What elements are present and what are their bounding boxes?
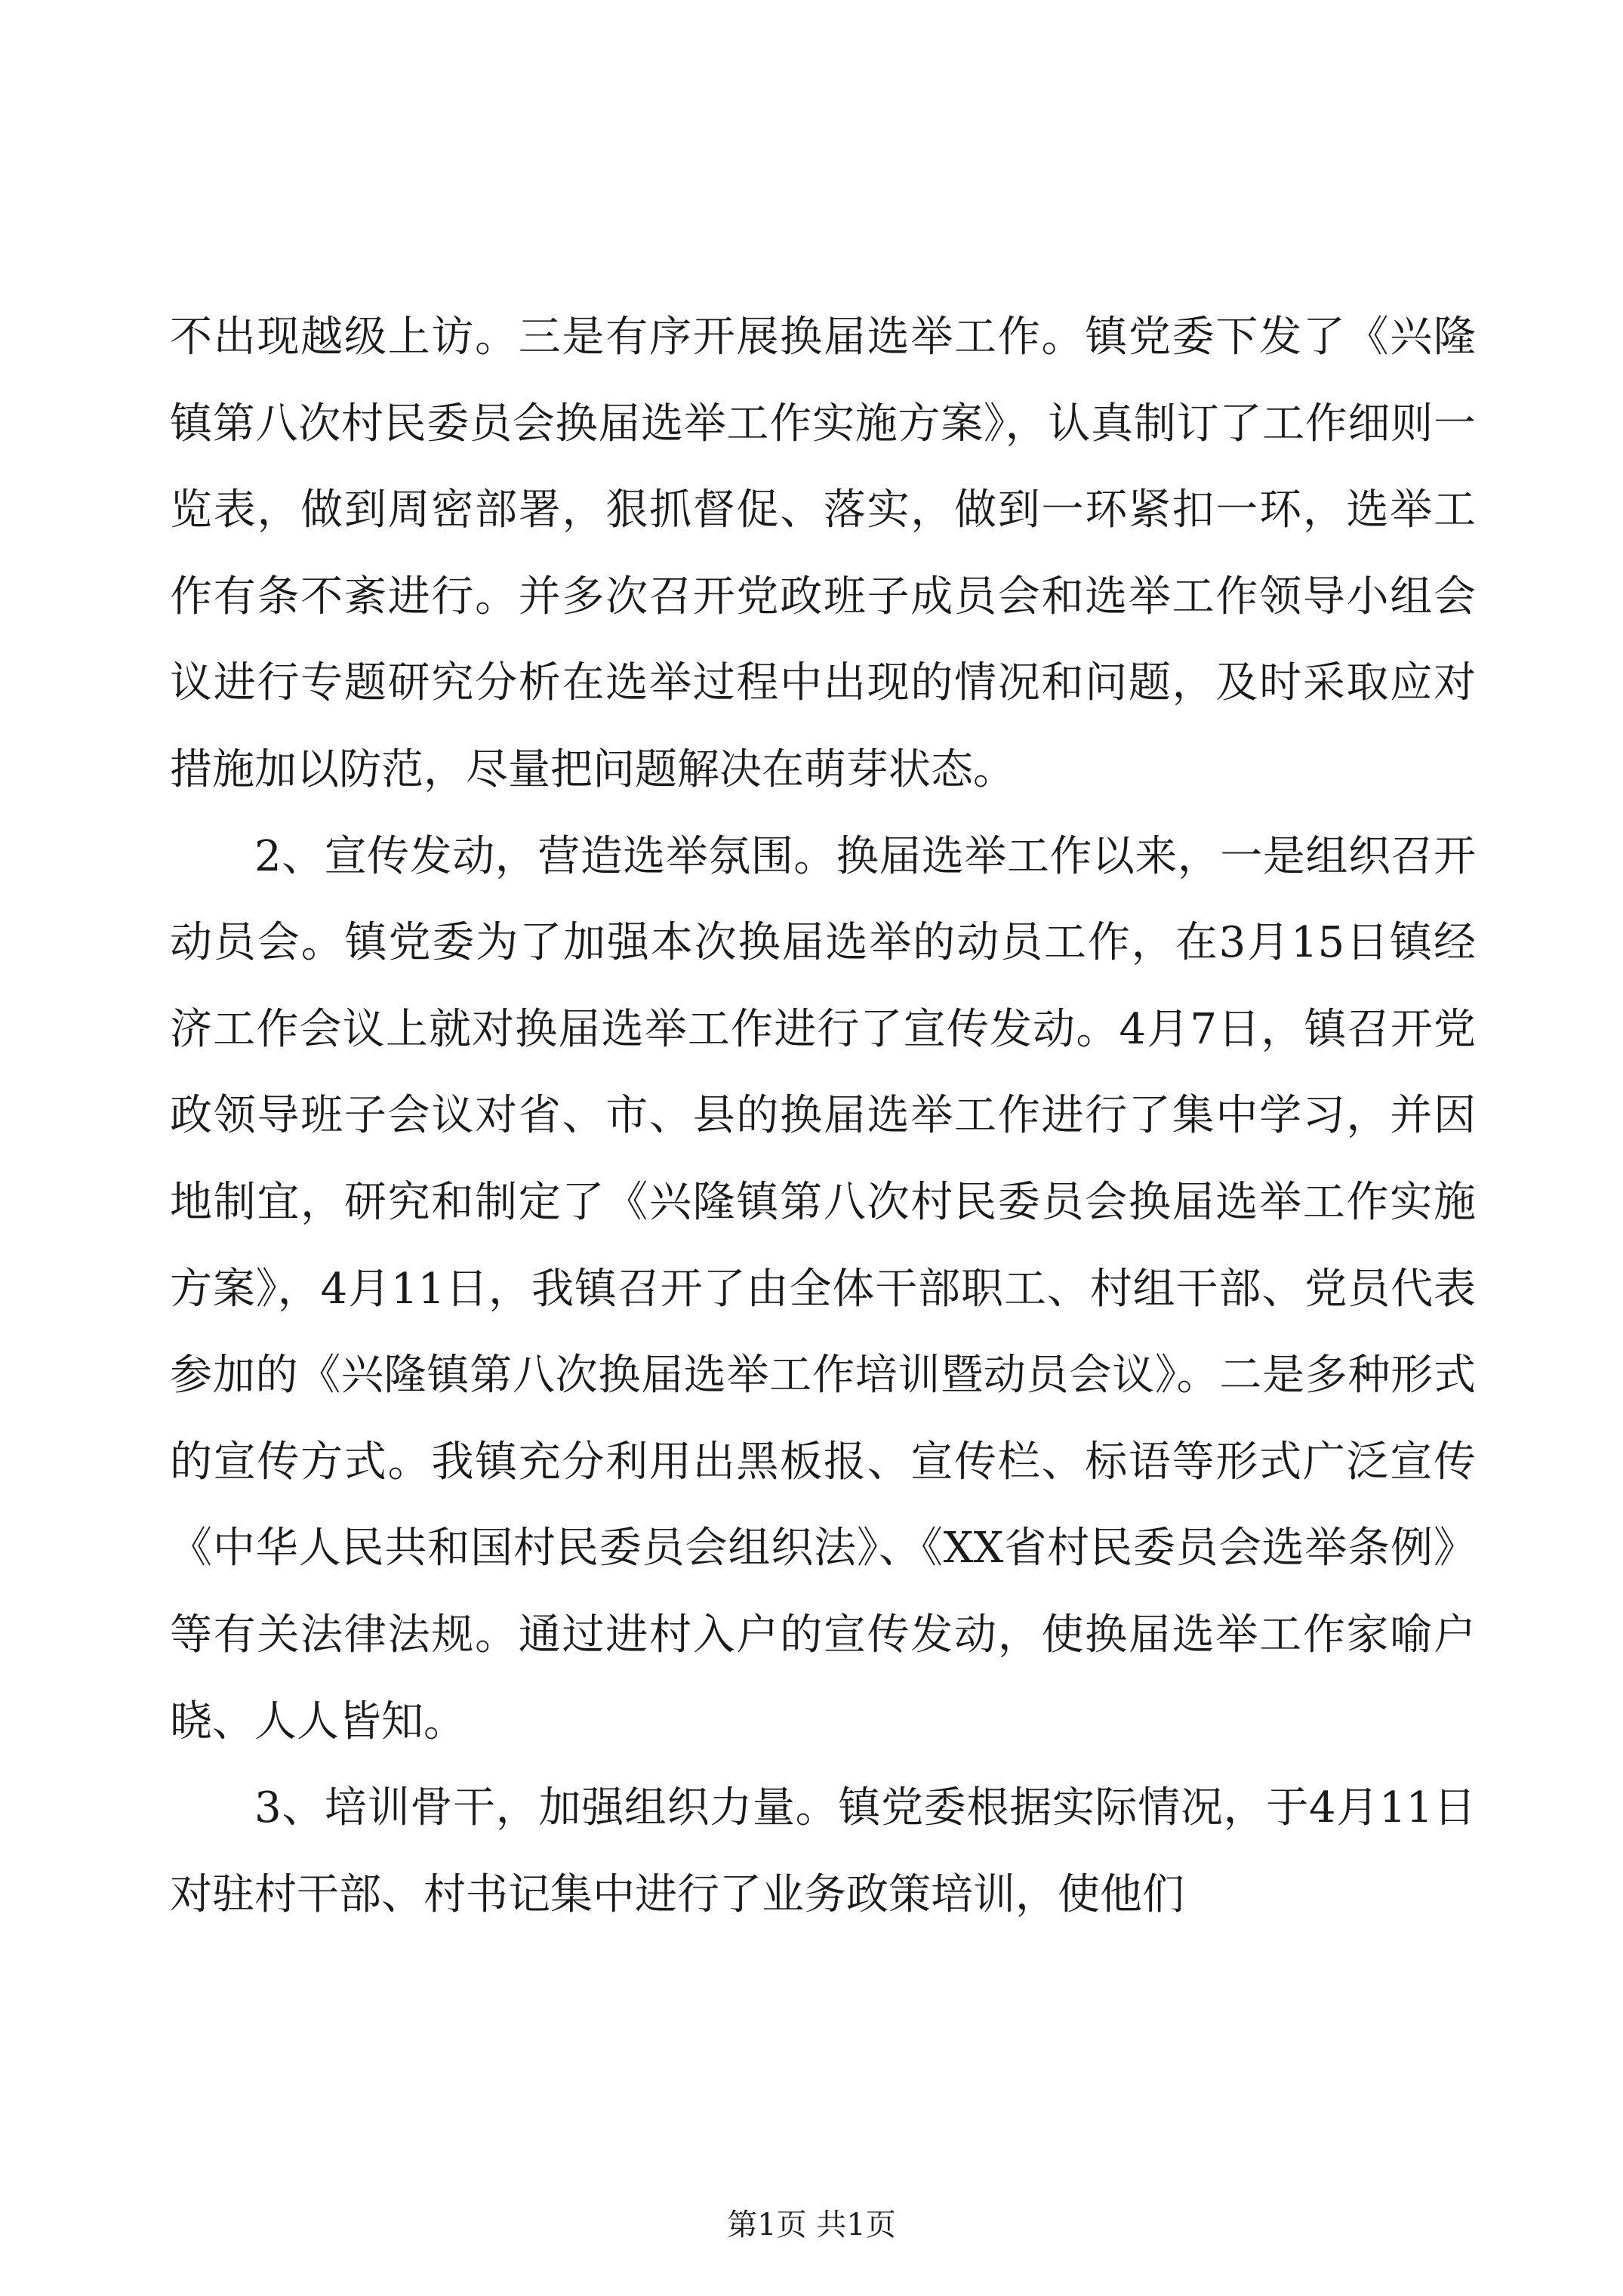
page-footer: 第1页 共1页 xyxy=(727,2208,896,2242)
paragraph-publicity: 2、宣传发动，营造选举氛围。换届选举工作以来，一是组织召开动员会。镇党委为了加强本次换届选举的动员工作，在3月15日镇经济工作会议上就对换届选举工作进行了宣传发动。4月7日，镇召开党政领导班子会议对省、市、县的换届选举工作进行了集中学习，并因地制宜，研究和制定了《兴隆镇第八次村民委员会换届选举工作实施方案》，4月11日，我镇召开了由全体干部职工、村组干部、党员代表参加的《兴隆镇第八次换届选举工作培训暨动员会议》。二是多种形式的宣传方式。我镇充分利用出黑板报、宣传栏、标语等形式广泛宣传《中华人民共和国村民委员会组织法》、《XX省村民委员会选举条例》等有关法律法规。通过进村入户的宣传发动，使换届选举工作家喻户晓、人人皆知。 xyxy=(170,831,1476,1746)
paragraph-training: 3、培训骨干，加强组织力量。镇党委根据实际情况，于4月11日对驻村干部、村书记集中进行了业务政策培训，使他们 xyxy=(170,1783,1476,1919)
paragraph-continuation: 不出现越级上访。三是有序开展换届选举工作。镇党委下发了《兴隆镇第八次村民委员会换届选举工作实施方案》，认真制订了工作细则一览表，做到周密部署，狠抓督促、落实，做到一环紧扣一环，选举工作有条不紊进行。并多次召开党政班子成员会和选举工作领导小组会议进行专题研究分析在选举过程中出现的情况和问题，及时采取应对措施加以防范，尽量把问题解决在萌芽状态。 xyxy=(170,313,1476,794)
body-text xyxy=(170,294,1476,1938)
